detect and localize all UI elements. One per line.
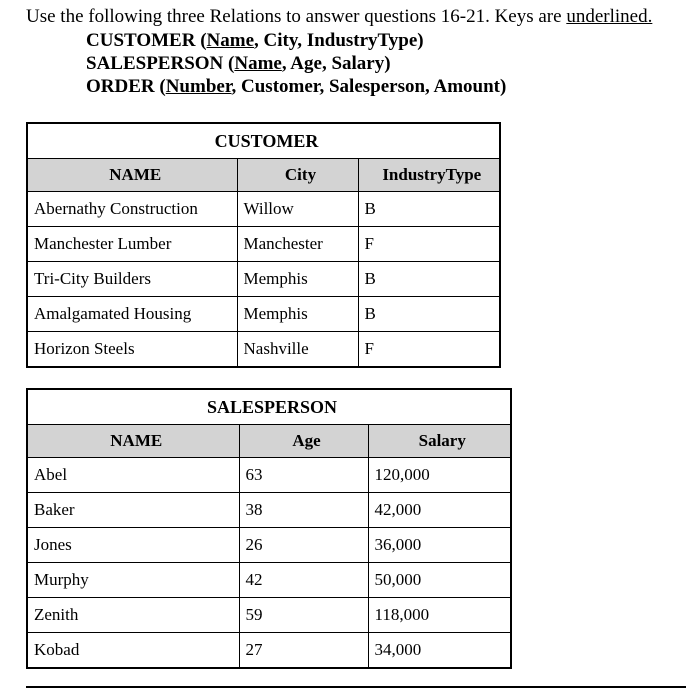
table-cell: 26 — [239, 528, 368, 563]
salesperson-table — [26, 388, 512, 669]
table-cell: Murphy — [27, 563, 239, 598]
customer-table-title: CUSTOMER — [27, 123, 500, 159]
table-cell: B — [358, 192, 500, 227]
schema-customer — [86, 30, 424, 52]
table-cell: 36,000 — [368, 528, 511, 563]
schema-order-name: ORDER ( — [86, 76, 166, 97]
table-cell: 42,000 — [368, 493, 511, 528]
table-row — [27, 332, 500, 368]
table-cell: Kobad — [27, 633, 239, 669]
table-cell: 38 — [239, 493, 368, 528]
salesperson-header-name: NAME — [27, 425, 239, 458]
table-row — [27, 528, 511, 563]
table-row — [27, 563, 511, 598]
table-cell: F — [358, 227, 500, 262]
table-cell: 63 — [239, 458, 368, 493]
table-cell: 27 — [239, 633, 368, 669]
table-cell: 34,000 — [368, 633, 511, 669]
customer-table — [26, 122, 501, 368]
schema-salesperson-name: SALESPERSON ( — [86, 53, 235, 74]
table-cell: B — [358, 262, 500, 297]
table-row — [27, 493, 511, 528]
salesperson-header-salary: Salary — [368, 425, 511, 458]
table-row — [27, 598, 511, 633]
table-cell: Manchester Lumber — [27, 227, 237, 262]
table-cell: Memphis — [237, 262, 358, 297]
schema-customer-rest: , City, IndustryType) — [254, 30, 424, 51]
salesperson-table-title: SALESPERSON — [27, 389, 511, 425]
schema-order-key: Number — [165, 76, 232, 97]
intro-text — [26, 6, 652, 28]
table-row — [27, 633, 511, 669]
table-cell: Baker — [27, 493, 239, 528]
table-row — [27, 262, 500, 297]
table-cell: F — [358, 332, 500, 368]
table-cell: 118,000 — [368, 598, 511, 633]
table-cell: Manchester — [237, 227, 358, 262]
table-cell: Jones — [27, 528, 239, 563]
table-row — [27, 192, 500, 227]
schema-customer-name: CUSTOMER ( — [86, 30, 207, 51]
table-cell: 59 — [239, 598, 368, 633]
bottom-divider — [26, 686, 686, 688]
table-cell: Memphis — [237, 297, 358, 332]
salesperson-header-age: Age — [239, 425, 368, 458]
table-cell: 42 — [239, 563, 368, 598]
table-row — [27, 458, 511, 493]
schema-order — [86, 76, 506, 98]
customer-header-city: City — [237, 159, 358, 192]
table-cell: Nashville — [237, 332, 358, 368]
intro-sentence: Use the following three Relations to answer questions 16-21. Keys are — [26, 6, 567, 27]
schema-order-rest: , Customer, Salesperson, Amount) — [231, 76, 507, 97]
table-cell: Willow — [237, 192, 358, 227]
table-cell: 120,000 — [368, 458, 511, 493]
schema-salesperson-key: Name — [234, 53, 282, 74]
table-cell: Abernathy Construction — [27, 192, 237, 227]
table-cell: Abel — [27, 458, 239, 493]
table-cell: Tri-City Builders — [27, 262, 237, 297]
table-cell: Horizon Steels — [27, 332, 237, 368]
table-cell: B — [358, 297, 500, 332]
customer-header-industrytype: IndustryType — [358, 159, 500, 192]
schema-customer-key: Name — [206, 30, 255, 51]
table-cell: 50,000 — [368, 563, 511, 598]
schema-salesperson-rest: , Age, Salary) — [281, 53, 391, 74]
table-cell: Zenith — [27, 598, 239, 633]
table-cell: Amalgamated Housing — [27, 297, 237, 332]
customer-header-name: NAME — [27, 159, 237, 192]
table-row — [27, 297, 500, 332]
schema-salesperson — [86, 53, 391, 75]
table-row — [27, 227, 500, 262]
intro-underlined-word: underlined. — [566, 6, 653, 27]
